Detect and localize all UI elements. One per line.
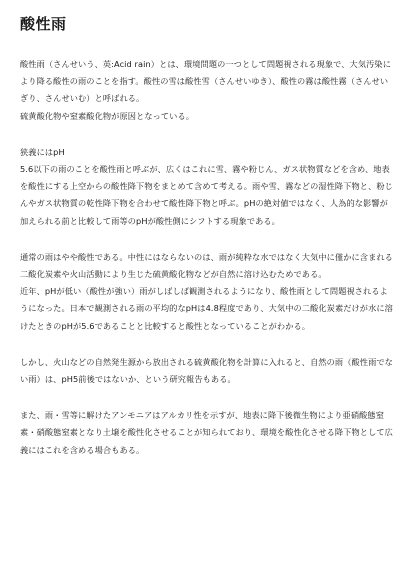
paragraph-narrow-definition-lead: 狭義にはpH: [20, 146, 65, 157]
paragraph-recent-observations: 近年、pHが低い（酸性が強い）雨がしばしば観測されるようになり、酸性雨として問題視されるようになった。日本で観測される雨の平均的なpHは4.8程度であり、大気中の二酸化炭素だけが水に溶けたときのpHが5.6であることと比較すると酸性となっていることがわかる。: [20, 286, 393, 331]
paragraph-cause: 硫黄酸化物や窒素酸化物が原因となっている。: [20, 110, 195, 121]
page-title: 酸性雨: [20, 15, 67, 33]
paragraph-natural-sources: しかし、火山などの自然発生源から放出される硫黄酸化物を計算に入れると、自然の雨（酸性雨でない雨）は、pH5前後ではないか、という研究報告もある。: [20, 356, 393, 385]
paragraph-narrow-definition: 5.6以下の雨のことを酸性雨と呼ぶが、広くはこれに雪、霧や粉じん、ガス状物質などを含め、地表を酸性にする上空からの酸性降下物をまとめて含めて考える。雨や雪、霧などの湿性降下物と、粉じんやガス状物質の乾性降下物を合わせて酸性降下物と呼ぶ。pHの絶対値ではなく、人為的な影響が加えられる前と比較して雨等のpHが酸性側にシフトする現象である。: [20, 164, 393, 226]
paragraph-ammonia: また、雨・雪等に解けたアンモニアはアルカリ性を示すが、地表に降下後微生物により亜硝酸態窒素・硝酸態窒素となり土壌を酸性化させることが知られており、環境を酸性化させる降下物として広義にはこれを含める場合もある。: [20, 410, 393, 455]
document-page: [20, 14, 396, 459]
spacer: [20, 125, 396, 144]
spacer: [20, 388, 396, 407]
paragraph-definition: 酸性雨（さんせいう、英:Acid rain）とは、環境問題の一つとして問題視される現象で、大気汚染により降る酸性の雨のことを指す。酸性の雪は酸性雪（さんせいゆき）、酸性の霧は酸性霧（さんせいぎり、さんせいむ）と呼ばれる。: [20, 59, 391, 104]
spacer: [20, 230, 396, 249]
spacer: [20, 335, 396, 354]
paragraph-normal-rain: 通常の雨はやや酸性である。中性にはならないのは、雨が純粋な水ではなく大気中に僅かに含まれる二酸化炭素や火山活動により生じた硫黄酸化物などが自然に溶け込むためである。: [20, 251, 393, 280]
